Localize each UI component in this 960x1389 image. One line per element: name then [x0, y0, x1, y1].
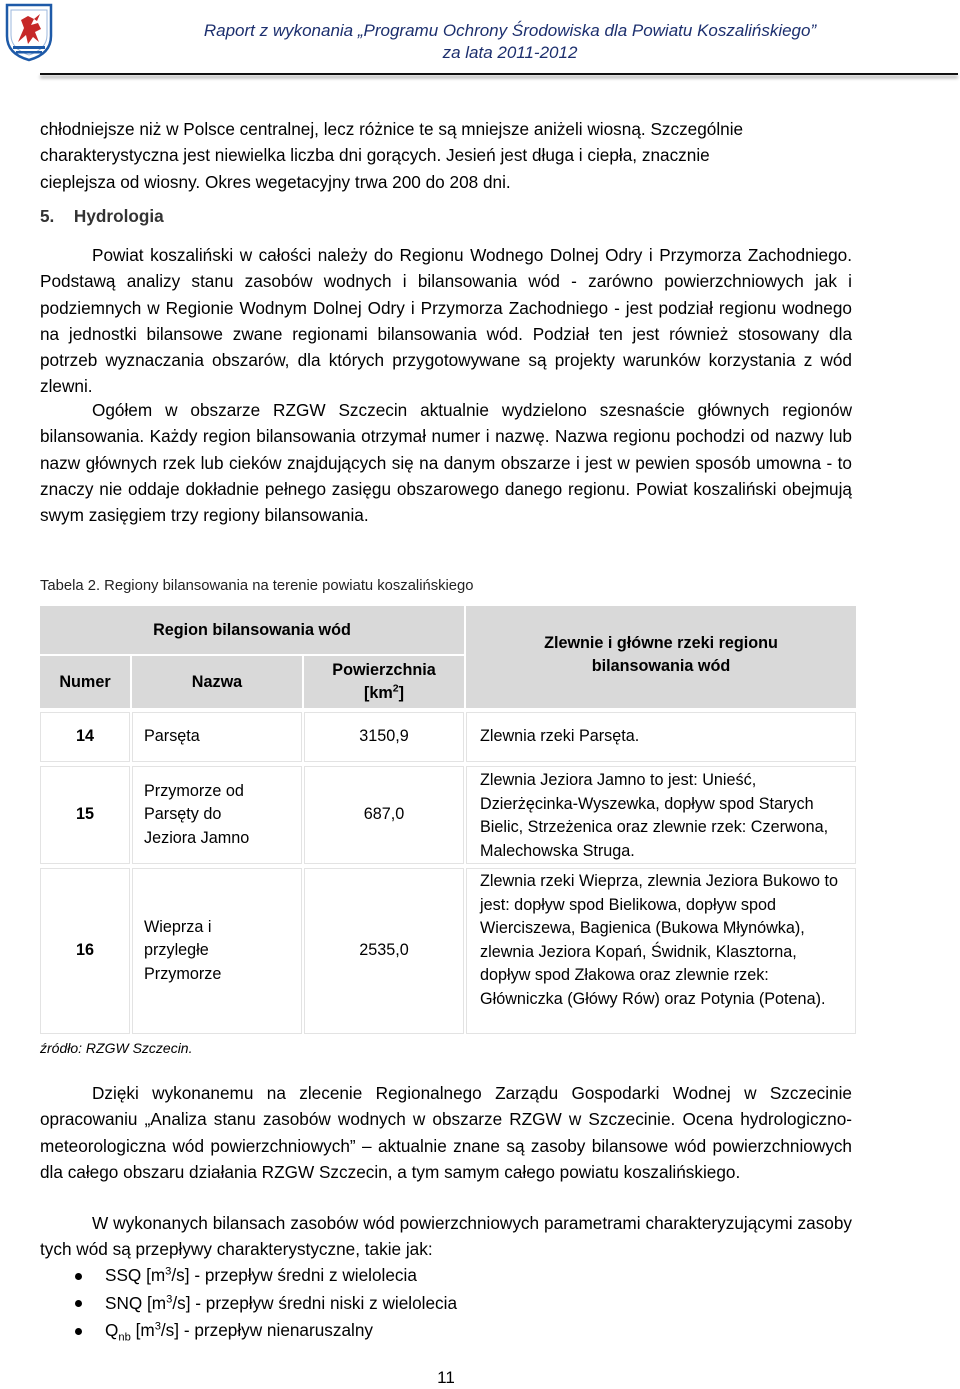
row-16-area: 2535,0	[304, 868, 464, 1034]
list-item: SSQ $[m^3/s]$ - przepływ średni z wielolecia	[105, 1262, 805, 1290]
regions-paragraph: Ogółem w obszarze RZGW Szczecin aktualnie wydzielono szesnaście głównych regionów bilansowania. Każdy region bilansowania otrzymał numer i nazwę. Nazwa regionu pochodzi od nazwy lub nazw głównych rzek lub cieków znajdujących się na danym obszarze i jest w pewien sposób umowna - to znaczy nie oddaje dokładnie pełnego zasięgu obszarowego danego regionu. Powiat koszaliński obejmują swym zasięgiem trzy regiony bilansowania.	[40, 400, 852, 526]
row-16-number: 16	[40, 868, 130, 1034]
section-title: Hydrologia	[73, 206, 164, 226]
col-header-area	[304, 656, 464, 708]
row-16-rivers: Zlewnia rzeki Wieprza, zlewnia Jeziora Bukowo to jest: dopływ spod Bielikowa, dopływ spod Wierciszewa, Bagienica (Bukowa Młynówka), zlewnia Jeziora Kopań, Świdnik, Klasztorna, dopływ spod Złakowa oraz zlewnie rzek: Główniczka (Główy Rów) oraz Potynia (Potena).	[466, 868, 856, 1034]
coat-of-arms-icon	[4, 2, 54, 62]
page-number: 11	[437, 1368, 455, 1387]
row-14-name: Parsęta	[132, 712, 302, 762]
section-heading	[40, 206, 164, 227]
col-header-rivers: Zlewnie i główne rzeki regionu bilansowania wód	[466, 606, 856, 708]
intro-line: charakterystyczna jest niewielka liczba dni gorących. Jesień jest długa i ciepła, znacznie	[40, 145, 710, 166]
group-header: Region bilansowania wód	[40, 606, 464, 654]
row-15-number: 15	[40, 766, 130, 864]
area-header-label: Powierzchnia	[332, 661, 436, 679]
row-14-rivers: Zlewnia rzeki Parsęta.	[466, 712, 856, 762]
intro-line: cieplejsza od wiosny. Okres wegetacyjny trwa 200 do 208 dni.	[40, 171, 511, 192]
header-divider	[40, 73, 958, 75]
list-item: SNQ $[m^3/s]$ - przepływ średni niski z wielolecia	[105, 1290, 805, 1318]
row-14-number: 14	[40, 712, 130, 762]
row-15-name: Przymorze od Parsęty do Jeziora Jamno	[132, 766, 302, 864]
flow-parameters-list	[105, 1262, 805, 1345]
row-15-rivers: Zlewnia Jeziora Jamno to jest: Unieść, Dzierżęcinka-Wyszewka, dopływ spod Starych Bielic, Strzeżenica oraz zlewnie rzek: Czerwona, Malechowska Struga.	[466, 766, 856, 864]
row-14-area: 3150,9	[304, 712, 464, 762]
table-caption: Tabela 2. Regiony bilansowania na terenie powiatu koszalińskiego	[40, 578, 474, 594]
report-title: Raport z wykonania „Programu Ochrony Środowiska dla Powiatu Koszalińskiego”	[203, 21, 817, 40]
col-header-name: Nazwa	[132, 656, 302, 708]
intro-paragraph	[40, 116, 852, 195]
table-source: źródło: RZGW Szczecin.	[40, 1040, 193, 1056]
list-item: $Q_{nb}$ $[m^3/s]$ - przepływ nienaruszalny	[105, 1317, 805, 1345]
area-header-unit: $[km^2]$	[363, 682, 405, 702]
hydrology-paragraph: Powiat koszaliński w całości należy do Regionu Wodnego Dolnej Odry i Przymorza Zachodniego. Podstawą analizy stanu zasobów wodnych i bilansowania wód - zarówno powierzchniowych jak i podziemnych w Regionie Wodnym Dolnej Odry i Przymorza Zachodniego - jest podział regionu wodnego na jednostki bilansowe zwane regionami bilansowania wód. Podział ten jest również stosowany dla potrzeb wyznaczania obszarów, dla których przygotowywane są projekty warunków korzystania z wód zlewni.	[40, 245, 852, 397]
report-period: za lata 2011-2012	[442, 43, 578, 62]
row-16-name: Wieprza i przyległe Przymorze	[132, 868, 302, 1034]
section-number: 5.	[40, 206, 55, 226]
row-15-area: 687,0	[304, 766, 464, 864]
analysis-paragraph: Dzięki wykonanemu na zlecenie Regionalnego Zarządu Gospodarki Wodnej w Szczecinie opracowaniu „Analiza stanu zasobów wodnych w obszarze RZGW w Szczecinie. Ocena hydrologiczno-meteorologiczna wód powierzchniowych” – aktualnie znane są zasoby bilansowe wód powierzchniowych dla całego obszaru działania RZGW Szczecin, a tym samym całego powiatu koszalińskiego.	[40, 1083, 852, 1182]
parameters-paragraph: W wykonanych bilansach zasobów wód powierzchniowych parametrami charakteryzującymi zasoby tych wód są przepływy charakterystyczne, takie jak:	[40, 1213, 852, 1260]
intro-line: chłodniejsze niż w Polsce centralnej, lecz różnice te są mniejsze aniżeli wiosną. Szczególnie	[40, 119, 744, 139]
col-header-number: Numer	[40, 656, 130, 708]
